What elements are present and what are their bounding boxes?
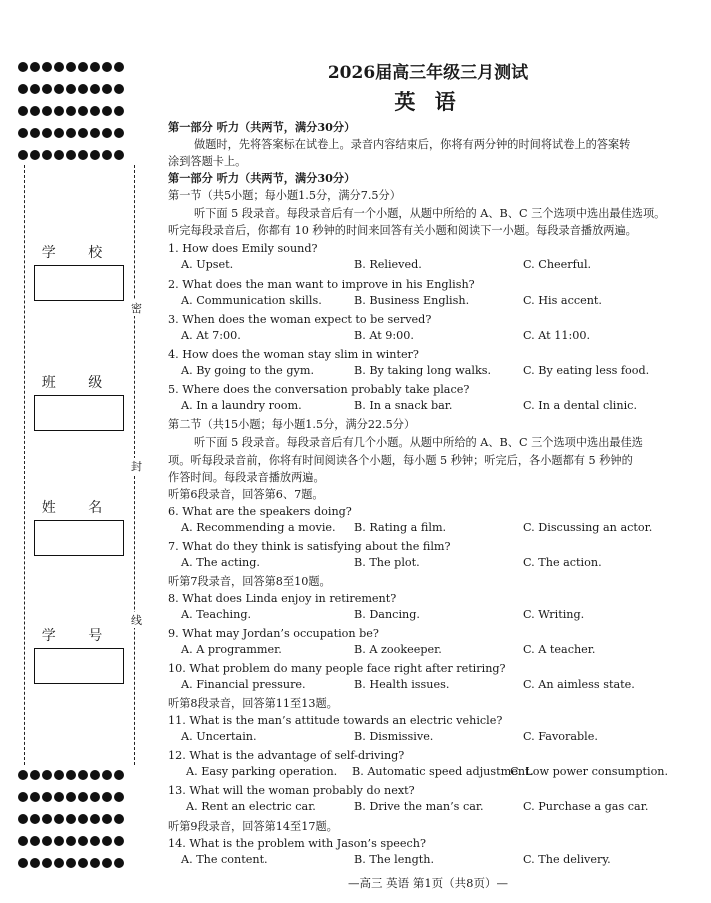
question-text: 4. How does the woman stay slim in winter? — [168, 348, 419, 361]
option-a: A. The content. — [181, 853, 268, 866]
question-text: 8. What does Linda enjoy in retirement? — [168, 592, 397, 605]
option-b: B. By taking long walks. — [354, 364, 492, 377]
binding-dot — [42, 84, 52, 94]
binding-dot — [114, 814, 124, 824]
page-footer: —高三 英语 第1页（共8页）— — [348, 876, 508, 890]
binding-dot — [90, 106, 100, 116]
class-field[interactable] — [34, 395, 124, 431]
instruction-line: 作答时间。每段录音播放两遍。 — [168, 471, 325, 484]
question-text: 10. What problem do many people face right after retiring? — [168, 662, 506, 675]
option-a: A. Financial pressure. — [181, 678, 306, 691]
binding-dot — [42, 836, 52, 846]
binding-dot — [90, 770, 100, 780]
dot-row — [18, 150, 124, 160]
binding-dot — [102, 84, 112, 94]
option-c: C. The action. — [523, 556, 602, 569]
option-a: A. Rent an electric car. — [186, 800, 316, 813]
question-text: 1. How does Emily sound? — [168, 242, 318, 255]
binding-dot — [66, 836, 76, 846]
listen-instruction: 听第9段录音，回答第14至17题。 — [168, 820, 338, 833]
binding-dot — [78, 858, 88, 868]
section2-heading: 第二节（共15小题；每小题1.5分，满分22.5分） — [168, 418, 416, 431]
binding-dot — [114, 858, 124, 868]
binding-dot — [54, 84, 64, 94]
binding-dot — [42, 128, 52, 138]
listen-instruction: 听第6段录音，回答第6、7题。 — [168, 488, 324, 501]
binding-dot — [54, 770, 64, 780]
binding-dot — [90, 858, 100, 868]
binding-dot — [102, 836, 112, 846]
listen-instruction: 听第8段录音，回答第11至13题。 — [168, 697, 338, 710]
binding-dot — [114, 150, 124, 160]
question-text: 14. What is the problem with Jason’s speech? — [168, 837, 427, 850]
seal-char-feng: 封 — [131, 460, 142, 473]
binding-dot — [30, 814, 40, 824]
instruction-line: 听完每段录音后，你都有 10 秒钟的时间来回答有关小题和阅读下一小题。每段录音播放两遍。 — [168, 224, 637, 237]
binding-dot — [66, 84, 76, 94]
binding-dot — [102, 770, 112, 780]
option-a: A. Upset. — [181, 258, 234, 271]
dot-row — [18, 62, 124, 72]
option-c: C. Discussing an actor. — [523, 521, 653, 534]
listen-instruction: 听第7段录音，回答第8至10题。 — [168, 575, 331, 588]
question-text: 11. What is the man’s attitude towards an electric vehicle? — [168, 714, 503, 727]
binding-dot — [78, 106, 88, 116]
dot-row — [18, 84, 124, 94]
binding-dot — [90, 814, 100, 824]
binding-dot — [30, 770, 40, 780]
binding-dot — [42, 106, 52, 116]
instruction-line: 听下面 5 段录音。每段录音后有几个小题。从题中所给的 A、B、C 三个选项中选出最佳选 — [194, 436, 643, 449]
option-b: B. Drive the man’s car. — [354, 800, 484, 813]
binding-dot — [102, 106, 112, 116]
binding-dot — [78, 792, 88, 802]
binding-dot — [30, 836, 40, 846]
option-a: A. By going to the gym. — [181, 364, 314, 377]
option-a: A. In a laundry room. — [181, 399, 302, 412]
option-c: C. A teacher. — [523, 643, 596, 656]
binding-dot — [66, 128, 76, 138]
binding-dot — [114, 106, 124, 116]
binding-dot — [78, 836, 88, 846]
question-text: 6. What are the speakers doing? — [168, 505, 352, 518]
binding-dot — [78, 128, 88, 138]
binding-dot — [18, 150, 28, 160]
binding-dot — [102, 792, 112, 802]
binding-dot — [78, 814, 88, 824]
dot-row — [18, 814, 124, 824]
student-id-label: 学 号 — [41, 628, 117, 644]
binding-dot — [66, 62, 76, 72]
binding-dot — [114, 84, 124, 94]
binding-dot — [102, 128, 112, 138]
instruction-line: 做题时，先将答案标在试卷上。录音内容结束后，你将有两分钟的时间将试卷上的答案转 — [194, 138, 631, 151]
binding-dot — [54, 836, 64, 846]
exam-title: 2026届高三年级三月测试 — [327, 63, 529, 83]
binding-dot — [54, 792, 64, 802]
option-b: B. Business English. — [354, 294, 470, 307]
dot-row — [18, 770, 124, 780]
option-b: B. The plot. — [354, 556, 420, 569]
option-c: C. His accent. — [523, 294, 602, 307]
option-b: B. Dismissive. — [354, 730, 434, 743]
dot-row — [18, 858, 124, 868]
name-field[interactable] — [34, 520, 124, 556]
option-c: C. Writing. — [523, 608, 585, 621]
option-c: C. An aimless state. — [523, 678, 635, 691]
binding-dashed-line-left — [24, 165, 25, 765]
binding-dot — [54, 106, 64, 116]
option-a: A. Easy parking operation. — [186, 765, 338, 778]
section1-heading: 第一节（共5小题；每小题1.5分，满分7.5分） — [168, 189, 401, 202]
option-a: A. Communication skills. — [181, 294, 322, 307]
dot-row — [18, 106, 124, 116]
option-c: C. In a dental clinic. — [523, 399, 637, 412]
binding-dot — [102, 62, 112, 72]
binding-dot — [90, 62, 100, 72]
binding-dot — [66, 770, 76, 780]
binding-dot — [18, 858, 28, 868]
question-text: 12. What is the advantage of self-driving? — [168, 749, 405, 762]
option-a: A. Teaching. — [181, 608, 252, 621]
option-c: C. Favorable. — [523, 730, 598, 743]
binding-dot — [90, 128, 100, 138]
option-b: B. Automatic speed adjustment. — [352, 765, 534, 778]
binding-dot — [30, 128, 40, 138]
part1-heading: 第一部分 听力（共两节，满分30分） — [168, 120, 356, 134]
binding-dot — [54, 858, 64, 868]
option-b: B. In a snack bar. — [354, 399, 453, 412]
binding-dot — [114, 792, 124, 802]
binding-dot — [18, 62, 28, 72]
binding-dot — [54, 814, 64, 824]
dot-row — [18, 128, 124, 138]
binding-dot — [66, 792, 76, 802]
question-text: 3. When does the woman expect to be served? — [168, 313, 432, 326]
subject-title: 英 语 — [394, 89, 462, 114]
binding-dot — [18, 84, 28, 94]
option-c: C. Cheerful. — [523, 258, 592, 271]
binding-dot — [18, 792, 28, 802]
option-b: B. A zookeeper. — [354, 643, 442, 656]
binding-dot — [42, 62, 52, 72]
question-text: 7. What do they think is satisfying about the film? — [168, 540, 451, 553]
binding-dot — [90, 836, 100, 846]
binding-dot — [102, 150, 112, 160]
option-a: A. At 7:00. — [181, 329, 241, 342]
option-c: C. At 11:00. — [523, 329, 591, 342]
option-b: B. The length. — [354, 853, 435, 866]
question-text: 9. What may Jordan’s occupation be? — [168, 627, 379, 640]
dot-row — [18, 792, 124, 802]
binding-dot — [42, 814, 52, 824]
binding-dot — [66, 858, 76, 868]
binding-dot — [90, 150, 100, 160]
binding-dot — [66, 150, 76, 160]
binding-dot — [66, 814, 76, 824]
binding-dot — [78, 62, 88, 72]
option-a: A. A programmer. — [181, 643, 282, 656]
binding-dot — [54, 62, 64, 72]
part1-heading-repeat: 第一部分 听力（共两节，满分30分） — [168, 171, 356, 185]
binding-dot — [30, 858, 40, 868]
binding-dot — [42, 792, 52, 802]
instruction-line: 听下面 5 段录音。每段录音后有一个小题，从题中所给的 A、B、C 三个选项中选出最佳选项。 — [194, 207, 666, 220]
binding-dot — [18, 770, 28, 780]
binding-dot — [114, 770, 124, 780]
binding-dot — [78, 84, 88, 94]
binding-dot — [114, 836, 124, 846]
question-text: 5. Where does the conversation probably take place? — [168, 383, 470, 396]
dot-row — [18, 836, 124, 846]
binding-dot — [18, 836, 28, 846]
binding-dot — [30, 150, 40, 160]
option-b: B. Dancing. — [354, 608, 420, 621]
binding-dot — [90, 792, 100, 802]
binding-dot — [42, 150, 52, 160]
binding-dot — [30, 106, 40, 116]
binding-dot — [42, 770, 52, 780]
binding-dot — [18, 128, 28, 138]
option-c: C. Purchase a gas car. — [523, 800, 649, 813]
option-a: A. The acting. — [181, 556, 260, 569]
binding-dot — [18, 814, 28, 824]
binding-dot — [18, 106, 28, 116]
option-b: B. Relieved. — [354, 258, 422, 271]
school-label: 学 校 — [41, 245, 117, 261]
binding-dot — [54, 150, 64, 160]
option-a: A. Uncertain. — [181, 730, 257, 743]
instruction-line: 项。听每段录音前，你将有时间阅读各个小题，每小题 5 秒钟；听完后，各小题都有 5 秒钟的 — [168, 454, 633, 467]
class-label: 班 级 — [41, 375, 117, 391]
student-id-field[interactable] — [34, 648, 124, 684]
seal-char-xian: 线 — [131, 614, 142, 627]
binding-dot — [54, 128, 64, 138]
binding-dot — [102, 814, 112, 824]
option-b: B. Health issues. — [354, 678, 450, 691]
instruction-line: 涂到答题卡上。 — [168, 155, 247, 168]
option-b: B. At 9:00. — [354, 329, 414, 342]
option-b: B. Rating a film. — [354, 521, 447, 534]
binding-dot — [90, 84, 100, 94]
binding-dot — [66, 106, 76, 116]
name-label: 姓 名 — [41, 500, 117, 516]
binding-dot — [30, 62, 40, 72]
binding-dot — [78, 150, 88, 160]
binding-dot — [42, 858, 52, 868]
binding-dot — [102, 858, 112, 868]
option-c: C. By eating less food. — [523, 364, 650, 377]
binding-dot — [78, 770, 88, 780]
binding-dot — [114, 128, 124, 138]
option-c: C. The delivery. — [523, 853, 611, 866]
binding-dot — [30, 792, 40, 802]
binding-dot — [30, 84, 40, 94]
option-c: C. Low power consumption. — [510, 765, 669, 778]
option-a: A. Recommending a movie. — [181, 521, 336, 534]
binding-dot — [114, 62, 124, 72]
seal-char-mi: 密 — [131, 302, 142, 315]
question-text: 2. What does the man want to improve in his English? — [168, 278, 475, 291]
question-text: 13. What will the woman probably do next? — [168, 784, 415, 797]
school-field[interactable] — [34, 265, 124, 301]
